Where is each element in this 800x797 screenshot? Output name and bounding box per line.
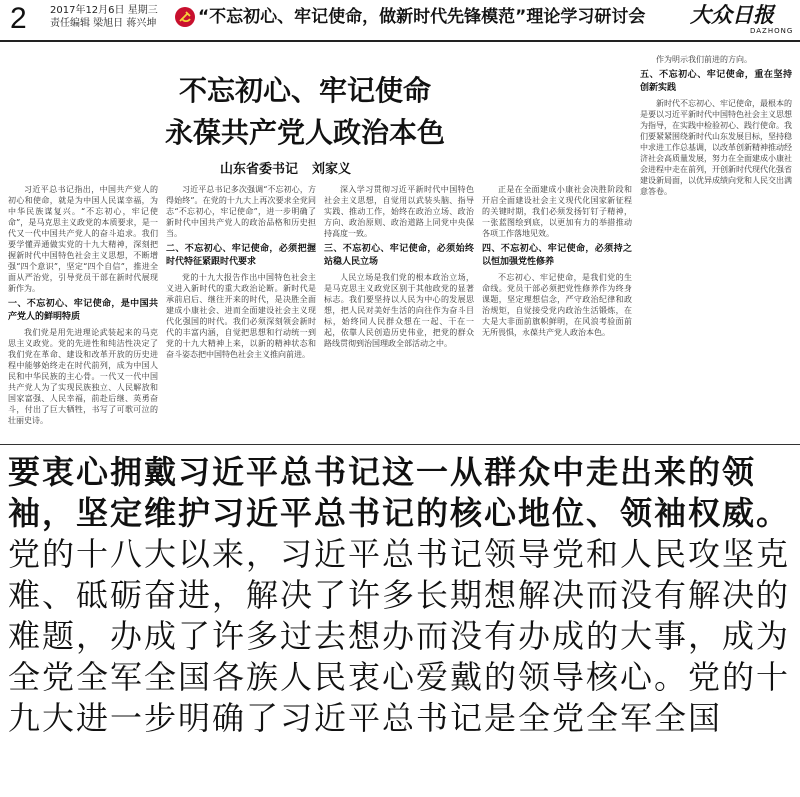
pull-quote-body: 党的十八大以来，习近平总书记领导党和人民攻坚克难、砥砺奋进，解决了许多长期想解决而没有解决的难题，办成了许多过去想办而没有办成的大事，成为全党全军全国各族人民衷心爱戴的领导核心。党的十九大进一步明确了习近平总书记是全党全军全国	[8, 535, 791, 737]
article-column-5	[640, 54, 792, 440]
party-emblem-icon	[174, 6, 196, 28]
newspaper-masthead: 大众日报	[690, 2, 774, 27]
section-heading: 一、不忘初心、牢记使命，是中国共产党人的鲜明特质	[8, 299, 158, 322]
byline-org: 山东省委书记	[220, 162, 299, 177]
article-column-1	[8, 184, 158, 440]
publish-date: 2017年12月6日 星期三	[50, 5, 158, 16]
pull-quote	[8, 452, 798, 739]
paragraph: 习近平总书记多次强调“不忘初心，方得始终”。在党的十九大上再次要求全党同志“不忘初心，牢记使命”，进一步明确了新时代中国共产党人的政治品格和历史担当。	[166, 185, 316, 238]
page-header	[0, 0, 800, 42]
paragraph: 深入学习贯彻习近平新时代中国特色社会主义思想，自觉用以武装头脑、指导实践、推动工作，始终在政治立场、政治方向、政治原则、政治道路上同党中央保持高度一致。	[324, 185, 474, 238]
section-heading: 四、不忘初心、牢记使命，必须持之以恒加强党性修养	[482, 244, 632, 267]
section-heading: 三、不忘初心、牢记使命，必须始终站稳人民立场	[324, 244, 474, 267]
pull-quote-emphasis: 要衷心拥戴习近平总书记这一从群众中走出来的领袖，坚定维护习近平总书记的核心地位、领袖权威。	[8, 453, 791, 532]
editor-line: 责任编辑 梁旭日 蒋兴坤	[50, 18, 157, 29]
article-column-2	[166, 184, 316, 440]
section-heading: 二、不忘初心、牢记使命，必须把握时代特征紧跟时代要求	[166, 244, 316, 267]
paragraph: 新时代不忘初心、牢记使命，最根本的是要以习近平新时代中国特色社会主义思想为指导，在实践中检验初心、践行使命。我们要紧紧围绕新时代山东发展目标，坚持稳中求进工作总基调，以改革创新精神推动经济社会高质量发展，努力在全面建成小康社会进程中走在前列，开创新时代现代化强省建设新局面，以优异成绩向党和人民交出满意答卷。	[640, 99, 792, 196]
byline-name: 刘家义	[312, 162, 352, 177]
paragraph: 习近平总书记指出，中国共产党人的初心和使命，就是为中国人民谋幸福，为中华民族谋复兴。“不忘初心，牢记使命”，是马克思主义政党的本质要求，是一代又一代中国共产党人的奋斗追求。我们要学懂弄通做实党的十九大精神，深刻把握新时代中国特色社会主义思想，不断增强“四个意识”，坚定“四个自信”，推进全面从严治党，引导党员干部在新时代展现新作为。	[8, 185, 158, 293]
page-number: 2	[10, 2, 27, 35]
paragraph: 党的十九大报告作出中国特色社会主义进入新时代的重大政治论断。新时代是承前启后、继往开来的时代，是决胜全面建成小康社会、进而全面建设社会主义现代化强国的时代。我们必须深刻领会新时代的丰富内涵，自觉把思想和行动统一到党的十九大精神上来，以新的精神状态和奋斗姿态把中国特色社会主义推向前进。	[166, 273, 316, 359]
paragraph: 人民立场是我们党的根本政治立场，是马克思主义政党区别于其他政党的显著标志。我们要坚持以人民为中心的发展思想，把人民对美好生活的向往作为奋斗目标，始终同人民群众想在一起、干在一起，依靠人民创造历史伟业，把党的群众路线贯彻到治国理政全部活动之中。	[324, 273, 474, 348]
paragraph: 正是在全面建成小康社会决胜阶段和开启全面建设社会主义现代化国家新征程的关键时期，我们必须发扬钉钉子精神，一张蓝图绘到底，以更加有力的举措推动各项工作落地见效。	[482, 185, 632, 238]
divider	[0, 444, 800, 445]
header-meta	[50, 4, 158, 30]
article-column-4	[482, 184, 632, 440]
paragraph: 不忘初心、牢记使命，是我们党的生命线。党员干部必须把党性修养作为终身课题，坚定理想信念，严守政治纪律和政治规矩，自觉接受党内政治生活锻炼，在大是大非面前旗帜鲜明，在风浪考验面前无所畏惧，永葆共产党人政治本色。	[482, 273, 632, 337]
section-heading: 五、不忘初心、牢记使命，重在坚持创新实践	[640, 70, 792, 93]
paragraph: 我们党是用先进理论武装起来的马克思主义政党。党的先进性和纯洁性决定了我们党在革命、建设和改革开放的历史进程中能够始终走在时代前列，成为中国人民和中华民族的主心骨。一代又一代中国共产党人为了实现民族独立、人民解放和国家富强、人民幸福，前赴后继、英勇奋斗，付出了巨大牺牲，书写了可歌可泣的壮丽史诗。	[8, 328, 158, 425]
article-title-line1: 不忘初心、牢记使命	[178, 74, 431, 107]
article-title-line2: 永葆共产党人政治本色	[164, 116, 445, 149]
section-banner: “不忘初心、牢记使命，做新时代先锋模范”理论学习研讨会	[198, 7, 646, 27]
paragraph: 作为明示我们前进的方向。	[656, 55, 752, 64]
article-column-3	[324, 184, 474, 440]
masthead-subtitle: DAZHONG	[750, 27, 794, 35]
article-byline	[220, 158, 351, 177]
